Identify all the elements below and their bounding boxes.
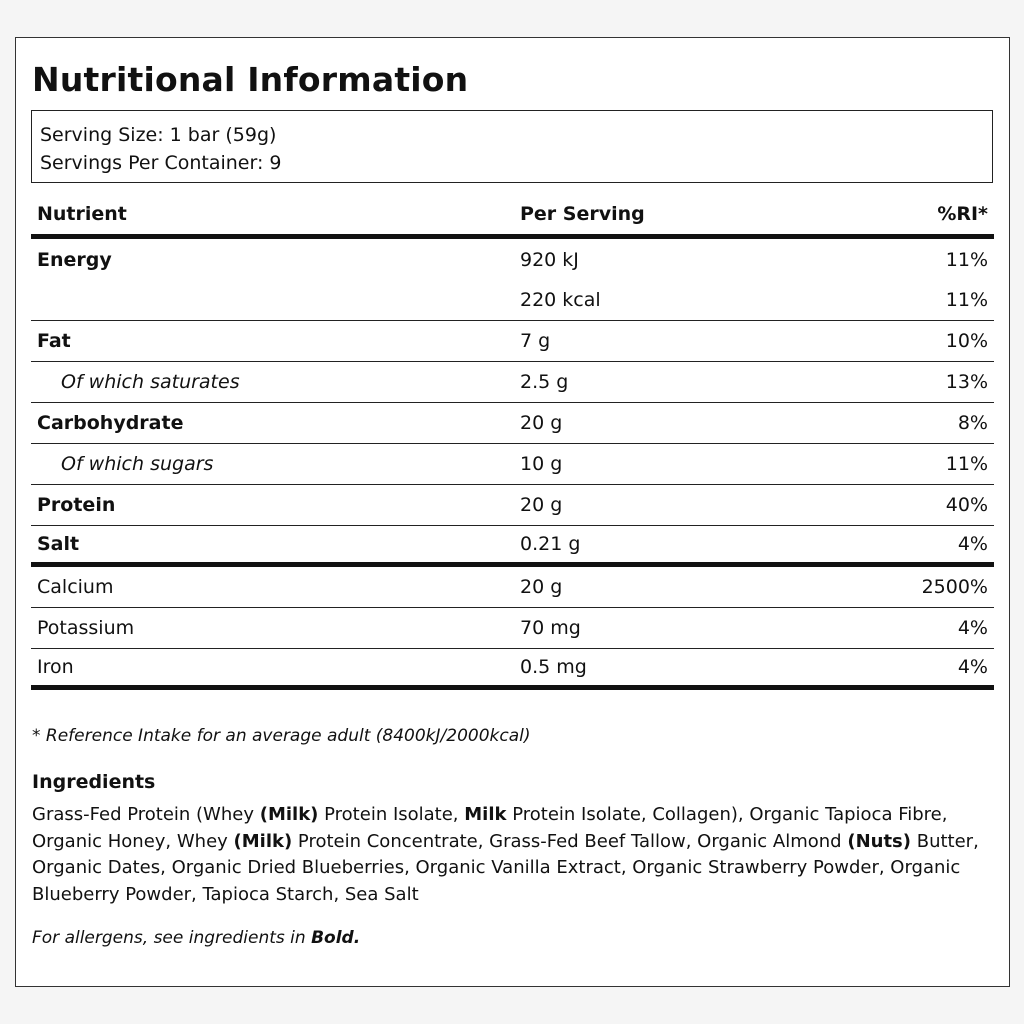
ri-value: 40%: [945, 494, 988, 516]
ingredient-text: Protein Isolate,: [318, 804, 465, 825]
ri-value: 11%: [945, 289, 988, 311]
ingredient-text: Protein Isolate, Collagen), Organic Tapioca Fibre, Organic Honey, Whey: [32, 804, 948, 852]
ri-value: 11%: [945, 248, 988, 271]
nutrient-name: Salt: [37, 533, 80, 555]
per-serving-value: 10 g: [520, 453, 563, 475]
allergen-note-bold: Bold.: [311, 928, 361, 948]
nutrient-name: Carbohydrate: [37, 412, 184, 434]
per-serving-value: 70 mg: [520, 617, 581, 639]
ingredient-text: Grass-Fed Protein (Whey: [32, 804, 260, 825]
per-serving-value: 220 kcal: [520, 289, 601, 311]
serving-size: Serving Size: 1 bar (59g): [40, 124, 277, 146]
table-header: [31, 192, 994, 239]
allergen-highlight: Milk: [464, 804, 507, 825]
table-row: [31, 526, 994, 567]
table-row: [31, 362, 994, 403]
per-serving-value: 7 g: [520, 330, 551, 352]
nutrient-name: Of which saturates: [61, 371, 240, 393]
per-serving-value: 2.5 g: [520, 371, 569, 393]
ri-footnote: * Reference Intake for an average adult (8400kJ/2000kcal): [32, 726, 531, 746]
allergen-note-text: For allergens, see ingredients in: [32, 928, 312, 948]
allergen-highlight: (Milk): [259, 804, 319, 825]
table-row: [31, 567, 994, 608]
ingredient-text: Butter, Organic Dates, Organic Dried Blueberries, Organic Vanilla Extract, Organic Strawberry Powder, Organic Blueberry Powder, Tapioca Starch, Sea Salt: [32, 830, 979, 905]
header-nutrient: Nutrient: [37, 203, 127, 225]
ingredient-text: Protein Concentrate, Grass-Fed Beef Tallow, Organic Almond: [292, 830, 848, 852]
nutrient-name: Of which sugars: [61, 453, 214, 475]
nutrient-name: Iron: [37, 656, 74, 678]
per-serving-value: 0.21 g: [520, 533, 581, 555]
nutrient-name: Calcium: [37, 576, 114, 598]
nutrient-name: Energy: [37, 248, 112, 271]
ingredients-heading: Ingredients: [32, 771, 156, 793]
serving-info-box: [31, 110, 993, 183]
ri-value: 11%: [945, 453, 988, 475]
header-ri: %RI*: [937, 203, 988, 225]
ri-value: 4%: [957, 533, 988, 555]
per-serving-value: 20 g: [520, 412, 563, 434]
per-serving-value: 20 g: [520, 494, 563, 516]
servings-per-container: Servings Per Container: 9: [40, 152, 282, 174]
nutrition-panel: [15, 37, 1010, 987]
table-row: [31, 649, 994, 690]
table-row: [31, 608, 994, 649]
nutrient-name: Protein: [37, 494, 116, 516]
allergen-note: [32, 928, 360, 948]
header-per-serving: Per Serving: [520, 203, 645, 225]
table-row: [31, 321, 994, 362]
allergen-highlight: (Milk): [233, 830, 293, 852]
ri-value: 10%: [945, 330, 988, 352]
per-serving-value: 0.5 mg: [520, 656, 587, 678]
table-row: [31, 280, 994, 321]
table-row: [31, 239, 994, 280]
nutrient-name: Fat: [37, 330, 71, 352]
ri-value: 2500%: [921, 576, 988, 598]
table-row: [31, 403, 994, 444]
ri-value: 13%: [945, 371, 988, 393]
per-serving-value: 20 g: [520, 576, 563, 598]
ingredients-list: [32, 802, 992, 908]
table-row: [31, 444, 994, 485]
ri-value: 4%: [957, 617, 988, 639]
nutrient-name: Potassium: [37, 617, 135, 639]
per-serving-value: 920 kJ: [520, 248, 579, 271]
page-title: Nutritional Information: [32, 60, 469, 99]
table-row: [31, 485, 994, 526]
allergen-highlight: (Nuts): [847, 830, 911, 852]
ri-value: 8%: [957, 412, 988, 434]
nutrition-table: [31, 192, 994, 690]
ri-value: 4%: [957, 656, 988, 678]
